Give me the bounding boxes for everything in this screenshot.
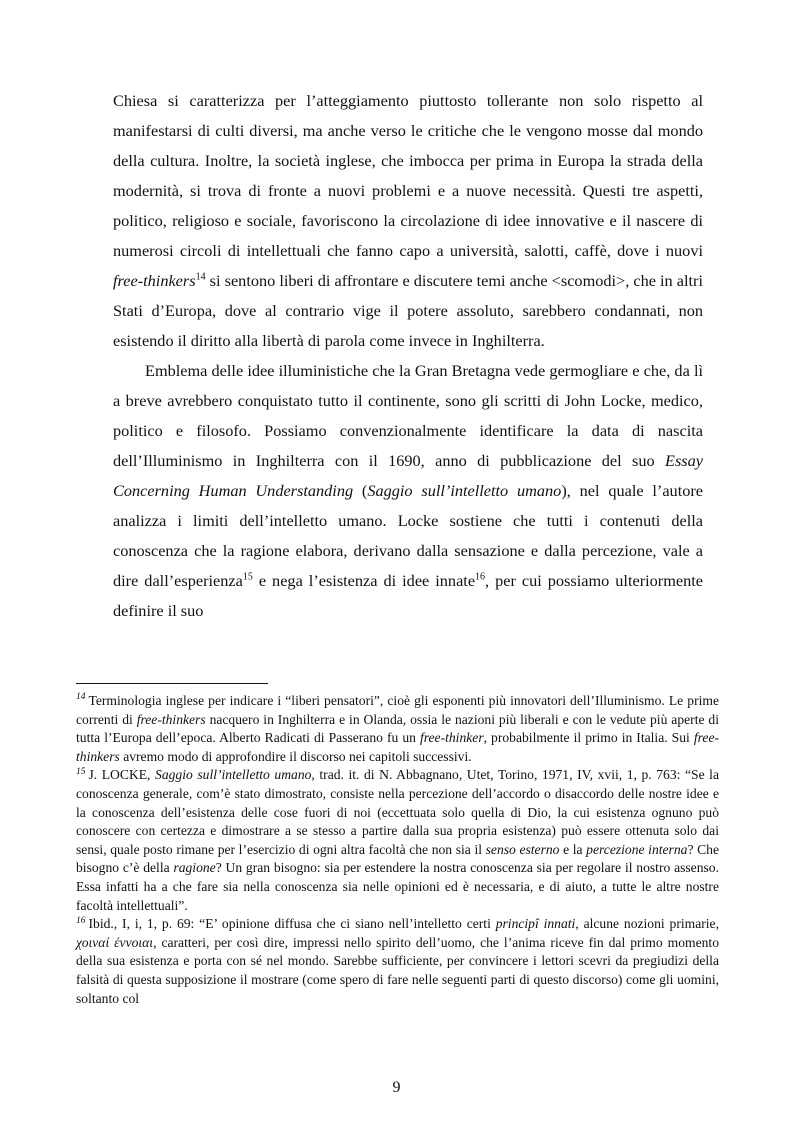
- footnote-em: principî innati: [495, 916, 576, 932]
- paragraph-2-text-cont-3: , per cui possiamo ulteriormente definire il suo: [113, 571, 703, 620]
- footnote-separator: [76, 683, 268, 684]
- essay-title-en: Essay Concerning Human Understanding: [113, 451, 703, 500]
- paragraph-2-text: Emblema delle idee illuministiche che la Gran Bretagna vede germogliare e che, da lì a breve avrebbero conquistato tutto il continente, sono gli scritti di John Locke, medico, politico e filosofo. Possiamo convenzionalmente identificare la data di nascita dell’Illuminismo in Inghilterra con il 1690, anno di pubblicazione del suo: [113, 361, 703, 470]
- page-number: 9: [392, 1079, 401, 1096]
- footnotes: [76, 692, 719, 1008]
- footnote-em: ragione: [173, 860, 216, 876]
- paragraph-2-text-cont-2: e nega l’esistenza di idee innate: [252, 571, 476, 590]
- paragraph-1-text: Chiesa si caratterizza per l’atteggiamento piuttosto tollerante non solo rispetto al manifestarsi di culti diversi, ma anche verso le critiche che le vengono mosse dal mondo della cultura. Inoltre, la società inglese, che imbocca per prima in Europa la strada della modernità, si trova di fronte a nuovi problemi e a nuove necessità. Questi tre aspetti, politico, religioso e sociale, favoriscono la circolazione di idee innovative e il nascere di numerosi circoli di intellettuali che fanno capo a università, salotti, caffè, dove i nuovi: [113, 91, 703, 260]
- footnote-number: 15: [76, 766, 86, 777]
- footnote-15: [76, 766, 719, 915]
- footnote-text: , alcune nozioni primarie,: [575, 916, 719, 932]
- footnote-16: [76, 915, 719, 1008]
- footnote-text: nacquero in Inghilterra e in Olanda, ossia le nazioni più liberali e con le vedute più aperte di tutta l’Europa dell’epoca. Alberto Radicati di Passerano fu un: [76, 711, 719, 746]
- footnote-text: Terminologia inglese per indicare i “liberi pensatori”, cioè gli esponenti più innovatori dell’Illuminismo. Le prime correnti di: [76, 693, 719, 727]
- footnote-text: J. LOCKE,: [88, 767, 156, 783]
- paragraph-2: [113, 356, 703, 626]
- footnote-em: percezione interna: [586, 841, 688, 857]
- essay-title-it: Saggio sull’intelletto umano: [367, 481, 562, 500]
- main-text: [113, 86, 703, 626]
- paragraph-2-text-cont: ), nel quale l’autore analizza i limiti dell’intelletto umano. Locke sostiene che tutti i contenuti della conoscenza che la ragione elabora, derivano dalla sensazione e dalla percezione, vale a dire dall’esperienza: [113, 481, 704, 590]
- footnote-em: free-thinkers: [136, 711, 206, 727]
- footnote-em: Saggio sull’intelletto umano: [155, 767, 312, 783]
- footnote-em: χοιναί έννοιαι,: [76, 934, 157, 950]
- footnote-em: free-thinkers: [76, 730, 719, 764]
- paren-open: (: [353, 481, 368, 500]
- footnote-text: avremo modo di approfondire il discorso nei capitoli successivi.: [119, 748, 472, 764]
- footnote-number: 14: [76, 692, 86, 703]
- footnote-text: , probabilmente il primo in Italia. Sui: [483, 730, 694, 746]
- footnote-text: ? Un gran bisogno: sia per estendere la nostra conoscenza sia per regolare il nostro assenso. Essa infatti ha a che fare sia nella conoscenza sia nelle opinioni ed è necessaria, e di aiuto, a tutte le altre nostre facoltà intellettuali”.: [76, 860, 719, 913]
- paragraph-1-text-cont: si sentono liberi di affrontare e discutere temi anche <scomodi>, che in altri Stati d’Europa, dove al contrario vige il potere assoluto, sarebbero condannati, non esistendo il diritto alla libertà di parola come invece in Inghilterra.: [113, 271, 703, 350]
- paragraph-1: [113, 86, 703, 356]
- footnote-ref-15[interactable]: 15: [242, 571, 253, 583]
- footnote-em: senso esterno: [485, 841, 560, 857]
- footnote-text: caratteri, per così dire, impressi nello spirito dell’uomo, che l’anima riceve fin dal primo momento della sua esistenza e porta con sé nel mondo. Sarebbe sufficiente, per convincere i lettori scevri da pregiudizi della falsità di questa supposizione il mostrare (come spero di fare nelle seguenti parti di questo discorso) come gli uomini, soltanto col: [76, 934, 719, 1006]
- footnote-ref-14[interactable]: 14: [195, 271, 206, 283]
- footnote-em: free-thinker: [419, 730, 484, 746]
- footnote-14: [76, 692, 719, 766]
- footnote-ref-16[interactable]: 16: [475, 571, 486, 583]
- footnote-text: Ibid., I, i, 1, p. 69: “E’ opinione diffusa che ci siano nell’intelletto certi: [88, 916, 496, 932]
- term-free-thinkers: free-thinkers: [113, 271, 196, 290]
- footnote-text: , trad. it. di N. Abbagnano, Utet, Torino, 1971, IV, xvii, 1, p. 763: “Se la conoscenza generale, com’è stato dimostrato, consiste nella percezione dell’accordo o disaccordo delle nostre idee e la conoscenza dell’esistenza delle cose fuori di noi (eccettuata solo quella di Dio, la cui esistenza ognuno può conoscere con certezza e dimostrare a se stesso a partire dalla sua propria esistenza) può essere ottenuta solo dai sensi, quale posto rimane per l’esercizio di ogni altra facoltà che non sia il: [76, 767, 719, 857]
- footnote-text: ? Che bisogno c’è della: [76, 841, 719, 876]
- footnote-number: 16: [76, 915, 86, 926]
- footnote-text: e la: [559, 841, 587, 857]
